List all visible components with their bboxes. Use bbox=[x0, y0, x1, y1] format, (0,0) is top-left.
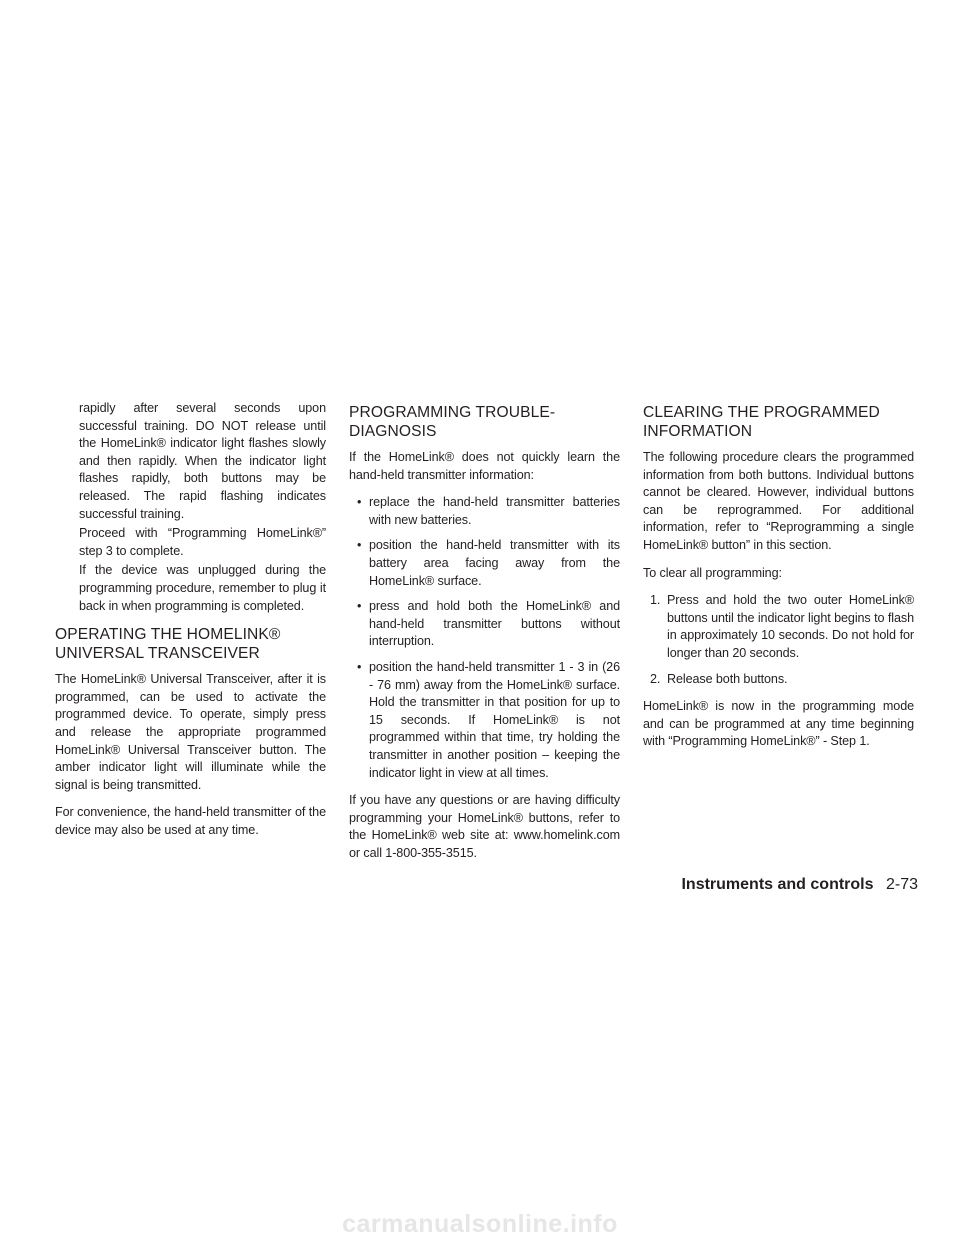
body-paragraph: If the HomeLink® does not quickly learn the hand-held transmitter information: bbox=[349, 450, 620, 482]
body-paragraph: The HomeLink® Universal Transceiver, after it is programmed, can be used to activate the programmed device. To operate, simply press and release the appropriate programmed HomeLink® Universal Transceiver button. The amber indicator light will illuminate while the signal is being transmitted. bbox=[55, 672, 326, 792]
list-item bbox=[643, 592, 914, 662]
list-item: • position the hand-held transmitter with its battery area facing away from the HomeLink® surface. bbox=[349, 537, 620, 590]
footer-section-title: Instruments and controls bbox=[681, 876, 874, 893]
body-paragraph: To clear all programming: bbox=[643, 565, 782, 580]
column-3 bbox=[643, 400, 914, 761]
section-heading-clearing: CLEARING THE PROGRAMMED INFORMATION bbox=[643, 404, 880, 440]
step-text: Press and hold the two outer HomeLink® buttons until the indicator light begins to flash in approximately 10 seconds. Do not hold for longer than 20 seconds. bbox=[667, 593, 914, 660]
body-paragraph: HomeLink® is now in the programming mode and can be programmed at any time beginning with “Programming HomeLink®” - Step 1. bbox=[643, 699, 914, 749]
continued-paragraph: If the device was unplugged during the programming procedure, remember to plug it back in when programming is completed. bbox=[79, 563, 326, 613]
step-text: Release both buttons. bbox=[667, 671, 788, 686]
column-1 bbox=[55, 400, 326, 849]
step-number: 2. bbox=[650, 671, 661, 686]
clearing-steps-list bbox=[643, 592, 914, 688]
list-item: • press and hold both the HomeLink® and hand-held transmitter buttons without interruption. bbox=[349, 598, 620, 651]
section-heading-operating: OPERATING THE HOMELINK® UNIVERSAL TRANSCEIVER bbox=[55, 626, 281, 663]
continued-paragraph: rapidly after several seconds upon successful training. DO NOT release until the HomeLink® indicator light flashes slowly and then rapidly. When the indicator light flashes rapidly, both buttons may be released. The rapid flashing indicates successful training. bbox=[79, 401, 326, 521]
page-footer bbox=[681, 875, 918, 895]
step-number: 1. bbox=[650, 593, 661, 608]
body-paragraph: For convenience, the hand-held transmitter of the device may also be used at any time. bbox=[55, 805, 326, 837]
body-paragraph: If you have any questions or are having difficulty programming your HomeLink® buttons, refer to the HomeLink® web site at: www.homelink.com or call 1-800-355-3515. bbox=[349, 793, 620, 860]
page-number: 2-73 bbox=[885, 876, 918, 893]
list-item: • position the hand-held transmitter 1 - 3 in (26 - 76 mm) away from the HomeLink® surface. Hold the transmitter in that position for up to 15 seconds. If HomeLink® is not programmed within that time, try holding the transmitter in another position – keeping the indicator light in view at all times. bbox=[349, 659, 620, 782]
list-item: • replace the hand-held transmitter batteries with new batteries. bbox=[349, 494, 620, 529]
section-heading-troubleshooting: PROGRAMMING TROUBLE-DIAGNOSIS bbox=[349, 404, 556, 440]
column-2 bbox=[349, 400, 620, 872]
body-paragraph: The following procedure clears the programmed information from both buttons. Individual buttons cannot be cleared. However, individual buttons can be reprogrammed. For additional information, refer to “Reprogramming a single HomeLink® button” in this section. bbox=[643, 450, 914, 552]
continued-text bbox=[55, 400, 326, 615]
continued-paragraph: Proceed with “Programming HomeLink®” step 3 to complete. bbox=[79, 526, 326, 558]
troubleshooting-list bbox=[349, 494, 620, 782]
list-item bbox=[643, 671, 914, 689]
watermark: carmanualsonline.info bbox=[342, 1210, 618, 1238]
